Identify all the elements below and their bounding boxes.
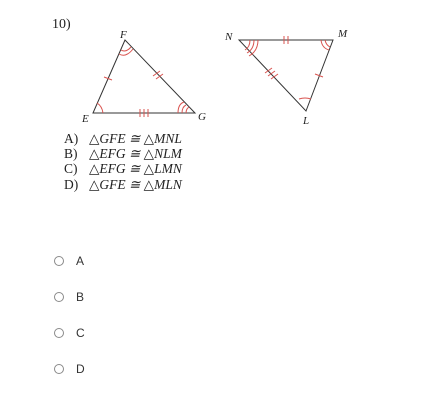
radio-button[interactable] — [54, 256, 64, 266]
vertex-label-f: F — [120, 29, 127, 41]
answer-choice-c — [64, 161, 182, 176]
answer-choice-d — [64, 177, 182, 192]
answer-letter: B) — [64, 146, 78, 162]
option-label[interactable]: B — [76, 290, 85, 304]
vertex-label-g: G — [198, 111, 206, 123]
radio-button[interactable] — [54, 364, 64, 374]
vertex-label-m: M — [338, 28, 348, 40]
angle-arc — [97, 103, 103, 113]
angle-arc — [299, 98, 311, 99]
angle-arc — [182, 105, 186, 113]
answer-text: △GFE ≅ △MNL — [89, 131, 182, 146]
answer-choice-b — [64, 146, 182, 161]
radio-options — [54, 243, 85, 387]
triangle-efg — [93, 40, 195, 113]
radio-button[interactable] — [54, 328, 64, 338]
question-number: 10) — [52, 17, 71, 32]
angle-arc — [245, 40, 250, 50]
radio-button[interactable] — [54, 292, 64, 302]
vertex-label-e: E — [82, 113, 89, 125]
answer-text: △EFG ≅ △NLM — [89, 146, 182, 162]
triangle-figure — [0, 0, 447, 130]
angle-arc — [186, 107, 189, 113]
angle-arc — [325, 40, 330, 47]
vertex-label-n: N — [225, 31, 233, 43]
vertex-label-l: L — [303, 115, 310, 127]
option-c[interactable] — [54, 315, 85, 351]
answer-letter: D) — [64, 176, 79, 192]
option-label[interactable]: C — [76, 326, 85, 340]
option-label[interactable]: D — [76, 362, 85, 376]
option-a[interactable] — [54, 243, 85, 279]
option-d[interactable] — [54, 351, 85, 387]
option-b[interactable] — [54, 279, 85, 315]
answer-choices — [64, 131, 182, 192]
answer-letter: A) — [64, 131, 79, 146]
answer-text: △EFG ≅ △LMN — [89, 161, 182, 177]
answer-letter: C) — [64, 161, 78, 177]
option-label[interactable]: A — [76, 254, 85, 268]
answer-text: △GFE ≅ △MLN — [89, 176, 182, 192]
answer-choice-a — [64, 131, 182, 146]
angle-arc — [121, 47, 131, 51]
